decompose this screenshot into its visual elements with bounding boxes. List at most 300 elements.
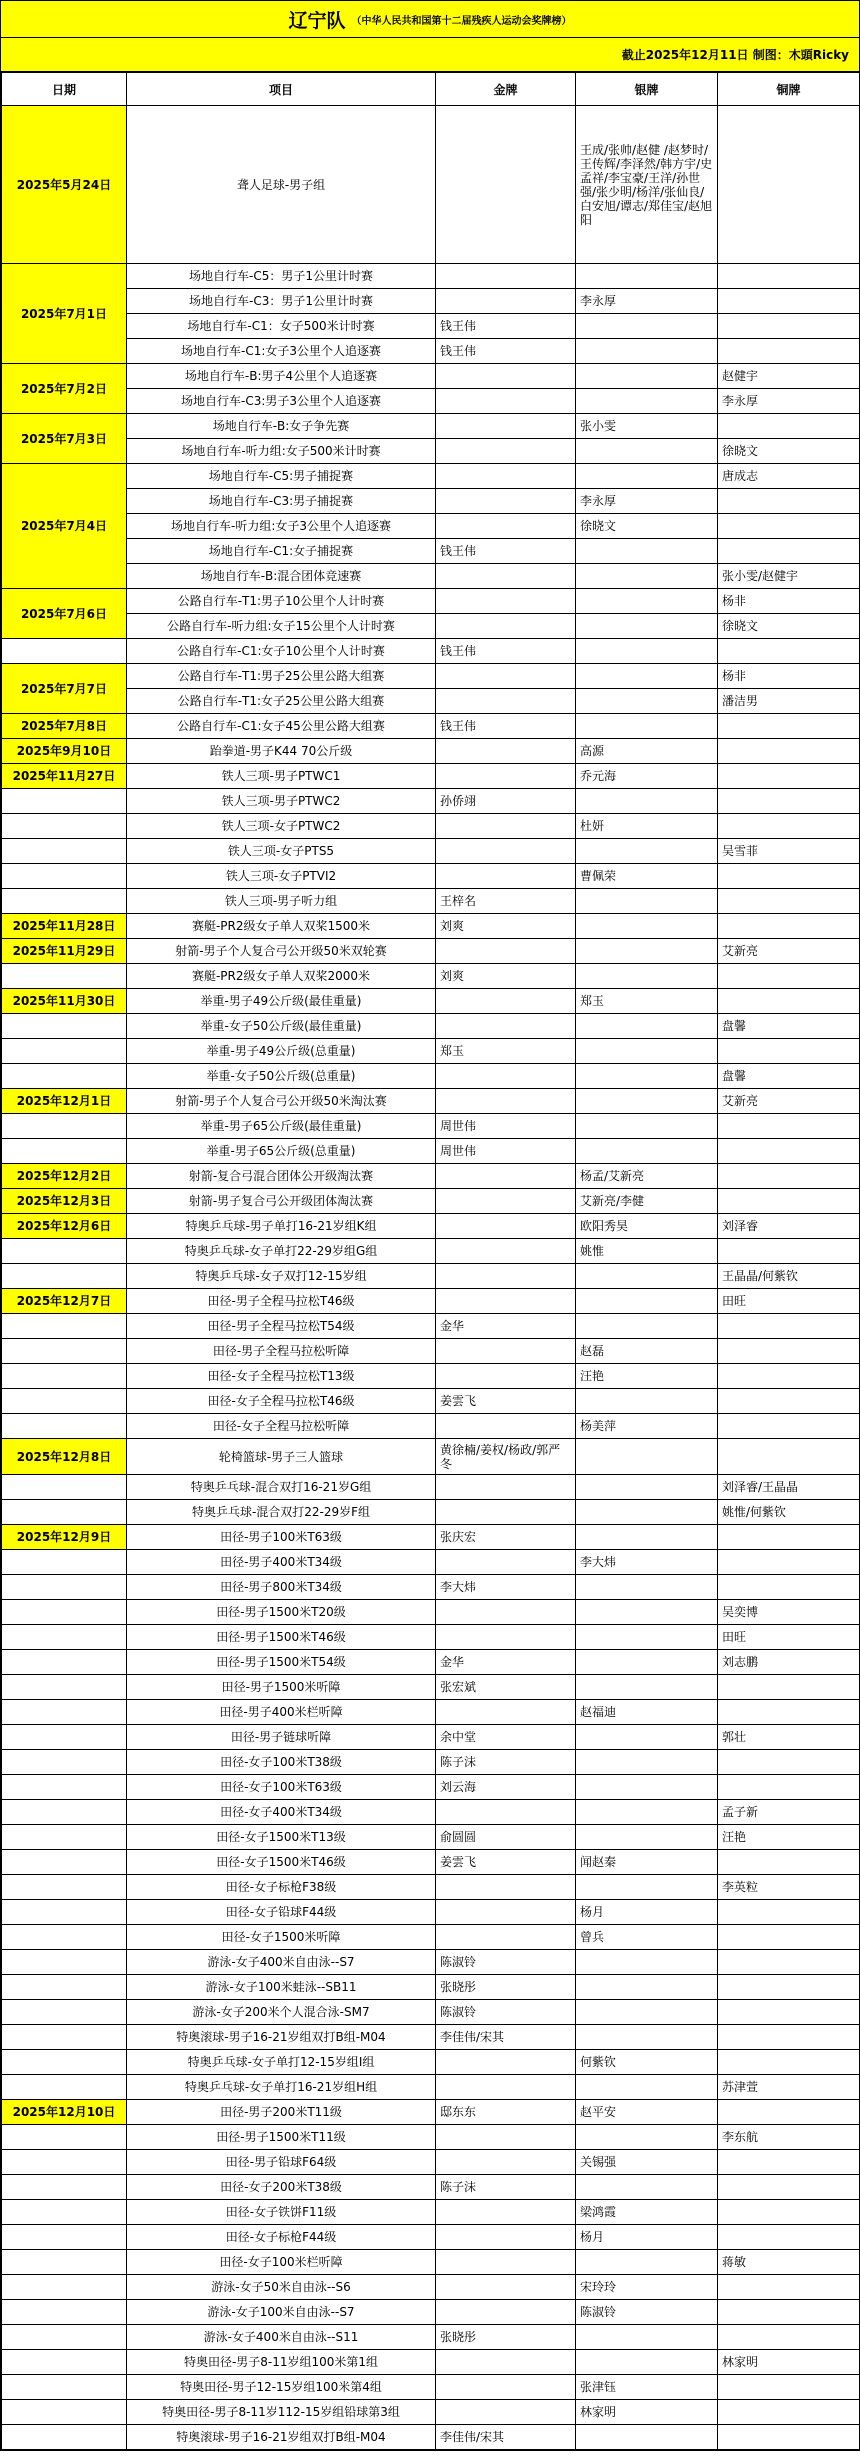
date-cell (2, 1875, 127, 1900)
gold-cell (436, 439, 576, 464)
table-row (2, 2425, 860, 2450)
gold-cell: 邸东东 (436, 2100, 576, 2125)
date-cell: 2025年11月29日 (2, 939, 127, 964)
event-cell: 特奥田径-男子12-15岁组100米第4组 (127, 2375, 436, 2400)
gold-cell (436, 1414, 576, 1439)
bronze-cell (718, 2025, 860, 2050)
bronze-cell: 张小雯/赵健宇 (718, 564, 860, 589)
bronze-cell (718, 2275, 860, 2300)
gold-cell (436, 764, 576, 789)
table-row (2, 439, 860, 464)
silver-cell: 林家明 (576, 2400, 718, 2425)
bronze-cell (718, 764, 860, 789)
bronze-cell: 艾新亮 (718, 1089, 860, 1114)
gold-cell (436, 1014, 576, 1039)
gold-cell: 钱王伟 (436, 539, 576, 564)
silver-cell (576, 314, 718, 339)
silver-cell (576, 1625, 718, 1650)
event-cell: 田径-女子铅球F44级 (127, 1900, 436, 1925)
bronze-cell (718, 339, 860, 364)
gold-cell: 俞圆圆 (436, 1825, 576, 1850)
table-row (2, 989, 860, 1014)
event-cell: 举重-男子65公斤级(总重量) (127, 1139, 436, 1164)
gold-cell (436, 1064, 576, 1089)
silver-cell (576, 939, 718, 964)
bronze-cell (718, 639, 860, 664)
gold-cell (436, 1925, 576, 1950)
table-row (2, 789, 860, 814)
event-cell: 特奥滚球-男子16-21岁组双打B组-M04 (127, 2025, 436, 2050)
bronze-cell: 刘志鹏 (718, 1650, 860, 1675)
silver-cell (576, 464, 718, 489)
event-cell: 特奥田径-男子8-11岁组100米第1组 (127, 2350, 436, 2375)
gold-cell (436, 939, 576, 964)
silver-cell (576, 1975, 718, 2000)
silver-cell (576, 2425, 718, 2450)
table-row (2, 664, 860, 689)
event-cell: 公路自行车-听力组:女子15公里个人计时赛 (127, 614, 436, 639)
event-cell: 特奥乒乓球-混合双打16-21岁G组 (127, 1475, 436, 1500)
date-cell: 2025年12月6日 (2, 1214, 127, 1239)
table-row (2, 1475, 860, 1500)
event-cell: 田径-女子100米T63级 (127, 1775, 436, 1800)
table-row (2, 1114, 860, 1139)
silver-cell (576, 714, 718, 739)
silver-cell (576, 1500, 718, 1525)
bronze-cell (718, 714, 860, 739)
table-row (2, 614, 860, 639)
date-cell (2, 1064, 127, 1089)
date-cell: 2025年12月7日 (2, 1289, 127, 1314)
silver-cell: 陈淑铃 (576, 2300, 718, 2325)
event-cell: 场地自行车-C5：男子1公里计时赛 (127, 264, 436, 289)
date-cell: 2025年12月2日 (2, 1164, 127, 1189)
event-cell: 田径-女子全程马拉松T13级 (127, 1364, 436, 1389)
bronze-cell (718, 1239, 860, 1264)
bronze-cell (718, 1925, 860, 1950)
silver-cell: 张津钰 (576, 2375, 718, 2400)
event-cell: 公路自行车-T1:女子25公里公路大组赛 (127, 689, 436, 714)
silver-cell: 杨孟/艾新亮 (576, 1164, 718, 1189)
bronze-cell: 刘泽睿 (718, 1214, 860, 1239)
bronze-cell: 苏津萱 (718, 2075, 860, 2100)
silver-cell (576, 1289, 718, 1314)
table-row (2, 2350, 860, 2375)
silver-cell (576, 2250, 718, 2275)
bronze-cell: 王晶晶/何紫钦 (718, 1264, 860, 1289)
event-cell: 跆拳道-男子K44 70公斤级 (127, 739, 436, 764)
event-cell: 举重-男子49公斤级(最佳重量) (127, 989, 436, 1014)
bronze-cell: 李东航 (718, 2125, 860, 2150)
table-row (2, 1014, 860, 1039)
silver-cell (576, 1139, 718, 1164)
gold-cell: 钱王伟 (436, 714, 576, 739)
event-cell: 场地自行车-C3：男子1公里计时赛 (127, 289, 436, 314)
table-row (2, 2375, 860, 2400)
event-cell: 特奥乒乓球-女子单打22-29岁组G组 (127, 1239, 436, 1264)
date-cell: 2025年12月9日 (2, 1525, 127, 1550)
gold-cell (436, 2350, 576, 2375)
event-cell: 公路自行车-C1:女子45公里公路大组赛 (127, 714, 436, 739)
date-cell: 2025年12月10日 (2, 2100, 127, 2125)
date-cell (2, 1625, 127, 1650)
gold-cell (436, 1900, 576, 1925)
table-row (2, 1825, 860, 1850)
table-row (2, 489, 860, 514)
bronze-cell (718, 1525, 860, 1550)
date-cell (2, 2050, 127, 2075)
event-cell: 田径-男子全程马拉松听障 (127, 1339, 436, 1364)
header-silver: 银牌 (576, 73, 718, 106)
table-row (2, 564, 860, 589)
silver-cell: 李永厚 (576, 289, 718, 314)
event-cell: 场地自行车-C3:男子3公里个人追逐赛 (127, 389, 436, 414)
table-row (2, 1389, 860, 1414)
date-cell (2, 2375, 127, 2400)
table-row (2, 1725, 860, 1750)
gold-cell: 李大炜 (436, 1575, 576, 1600)
bronze-cell: 徐晓文 (718, 614, 860, 639)
silver-cell (576, 964, 718, 989)
table-row (2, 1314, 860, 1339)
gold-cell (436, 2050, 576, 2075)
gold-cell (436, 2225, 576, 2250)
bronze-cell (718, 1039, 860, 1064)
bronze-cell (718, 2050, 860, 2075)
event-cell: 游泳-女子100米自由泳--S7 (127, 2300, 436, 2325)
gold-cell: 陈子沫 (436, 1750, 576, 1775)
bronze-cell (718, 1114, 860, 1139)
gold-cell (436, 389, 576, 414)
date-cell (2, 1600, 127, 1625)
date-cell (2, 2275, 127, 2300)
gold-cell (436, 1089, 576, 1114)
gold-cell (436, 1500, 576, 1525)
silver-cell (576, 689, 718, 714)
cutoff-note: 截止2025年12月11日 制图：木頭Ricky (1, 38, 859, 72)
bronze-cell (718, 2150, 860, 2175)
bronze-cell (718, 2300, 860, 2325)
table-row (2, 1625, 860, 1650)
silver-cell (576, 1800, 718, 1825)
silver-cell (576, 1114, 718, 1139)
event-cell: 铁人三项-女子PTS5 (127, 839, 436, 864)
header-event: 项目 (127, 73, 436, 106)
date-cell (2, 1900, 127, 1925)
bronze-cell (718, 1389, 860, 1414)
gold-cell (436, 1475, 576, 1500)
silver-cell: 闻赵秦 (576, 1850, 718, 1875)
bronze-cell: 郭壮 (718, 1725, 860, 1750)
silver-cell (576, 839, 718, 864)
silver-cell (576, 1825, 718, 1850)
bronze-cell (718, 1439, 860, 1475)
event-cell: 场地自行车-B:男子4公里个人追逐赛 (127, 364, 436, 389)
event-cell: 场地自行车-C5:男子捕捉赛 (127, 464, 436, 489)
event-cell: 举重-男子49公斤级(总重量) (127, 1039, 436, 1064)
silver-cell: 张小雯 (576, 414, 718, 439)
date-cell (2, 2425, 127, 2450)
gold-cell (436, 814, 576, 839)
bronze-cell: 田旺 (718, 1289, 860, 1314)
table-row (2, 414, 860, 439)
silver-cell (576, 389, 718, 414)
bronze-cell: 艾新亮 (718, 939, 860, 964)
table-row (2, 2300, 860, 2325)
gold-cell: 王梓名 (436, 889, 576, 914)
bronze-cell: 吴奕博 (718, 1600, 860, 1625)
gold-cell (436, 514, 576, 539)
event-cell: 场地自行车-C1：女子500米计时赛 (127, 314, 436, 339)
date-cell: 2025年12月1日 (2, 1089, 127, 1114)
table-row (2, 1750, 860, 1775)
gold-cell: 余中堂 (436, 1725, 576, 1750)
event-cell: 赛艇-PR2级女子单人双桨1500米 (127, 914, 436, 939)
event-cell: 田径-女子200米T38级 (127, 2175, 436, 2200)
gold-cell: 钱王伟 (436, 339, 576, 364)
bronze-cell (718, 739, 860, 764)
event-cell: 游泳-女子50米自由泳--S6 (127, 2275, 436, 2300)
event-cell: 铁人三项-男子PTWC2 (127, 789, 436, 814)
event-cell: 聋人足球-男子组 (127, 106, 436, 264)
header-gold: 金牌 (436, 73, 576, 106)
gold-cell: 李佳伟/宋其 (436, 2025, 576, 2050)
event-cell: 田径-女子1500米T13级 (127, 1825, 436, 1850)
date-cell (2, 1414, 127, 1439)
date-cell (2, 2025, 127, 2050)
silver-cell: 王成/张帅/赵健 /赵梦时/王传辉/李泽然/韩方宇/史孟祥/李宝豪/王洋/孙世强/张少明/杨洋/张仙良/白安旭/谭志/郑佳宝/赵旭阳 (576, 106, 718, 264)
date-cell (2, 814, 127, 839)
bronze-cell (718, 889, 860, 914)
bronze-cell: 汪艳 (718, 1825, 860, 1850)
gold-cell: 郑玉 (436, 1039, 576, 1064)
silver-cell (576, 2350, 718, 2375)
gold-cell (436, 2250, 576, 2275)
gold-cell (436, 414, 576, 439)
date-cell (2, 1039, 127, 1064)
bronze-cell (718, 1339, 860, 1364)
bronze-cell (718, 264, 860, 289)
gold-cell (436, 1700, 576, 1725)
bronze-cell (718, 289, 860, 314)
date-cell (2, 1264, 127, 1289)
gold-cell: 金华 (436, 1650, 576, 1675)
silver-cell: 欧阳秀昊 (576, 1214, 718, 1239)
gold-cell: 张晓彤 (436, 2325, 576, 2350)
table-row (2, 914, 860, 939)
date-cell (2, 1500, 127, 1525)
table-row (2, 1525, 860, 1550)
date-cell (2, 2400, 127, 2425)
bronze-cell: 田旺 (718, 1625, 860, 1650)
silver-cell (576, 1064, 718, 1089)
table-row (2, 1239, 860, 1264)
silver-cell (576, 1039, 718, 1064)
date-cell: 2025年7月4日 (2, 464, 127, 589)
bronze-cell (718, 514, 860, 539)
table-row (2, 1875, 860, 1900)
date-cell (2, 1700, 127, 1725)
silver-cell (576, 1600, 718, 1625)
bronze-cell (718, 1314, 860, 1339)
silver-cell: 李大炜 (576, 1550, 718, 1575)
bronze-cell (718, 2200, 860, 2225)
event-cell: 田径-女子全程马拉松听障 (127, 1414, 436, 1439)
silver-cell: 赵磊 (576, 1339, 718, 1364)
silver-cell: 杨月 (576, 2225, 718, 2250)
silver-cell (576, 1950, 718, 1975)
event-cell: 田径-男子200米T11级 (127, 2100, 436, 2125)
event-cell: 射箭-男子复合弓公开级团体淘汰赛 (127, 1189, 436, 1214)
bronze-cell (718, 1675, 860, 1700)
gold-cell (436, 2125, 576, 2150)
table-row (2, 364, 860, 389)
table-row (2, 2125, 860, 2150)
silver-cell: 徐晓文 (576, 514, 718, 539)
table-row (2, 1800, 860, 1825)
gold-cell (436, 1189, 576, 1214)
gold-cell (436, 1875, 576, 1900)
event-cell: 举重-女子50公斤级(最佳重量) (127, 1014, 436, 1039)
title-row (1, 1, 859, 38)
bronze-cell: 刘泽睿/王晶晶 (718, 1475, 860, 1500)
silver-cell (576, 1525, 718, 1550)
bronze-cell (718, 2325, 860, 2350)
table-row (2, 889, 860, 914)
silver-cell: 宋玲玲 (576, 2275, 718, 2300)
bronze-cell (718, 964, 860, 989)
gold-cell (436, 989, 576, 1014)
table-row (2, 1600, 860, 1625)
event-cell: 田径-男子1500米T46级 (127, 1625, 436, 1650)
gold-cell: 张庆宏 (436, 1525, 576, 1550)
table-row (2, 389, 860, 414)
gold-cell (436, 1239, 576, 1264)
gold-cell (436, 1800, 576, 1825)
bronze-cell: 赵健宇 (718, 364, 860, 389)
table-row (2, 2075, 860, 2100)
event-cell: 田径-男子1500米T20级 (127, 1600, 436, 1625)
event-cell: 特奥乒乓球-女子单打12-15岁组I组 (127, 2050, 436, 2075)
table-row (2, 339, 860, 364)
date-cell (2, 1975, 127, 2000)
date-cell (2, 1239, 127, 1264)
table-row (2, 1089, 860, 1114)
table-row (2, 2250, 860, 2275)
silver-cell (576, 1439, 718, 1475)
gold-cell (436, 2150, 576, 2175)
table-row (2, 1414, 860, 1439)
table-row (2, 2150, 860, 2175)
date-cell: 2025年7月2日 (2, 364, 127, 414)
event-cell: 特奥田径-男子8-11岁112-15岁组铅球第3组 (127, 2400, 436, 2425)
silver-cell (576, 789, 718, 814)
bronze-cell: 徐晓文 (718, 439, 860, 464)
gold-cell (436, 564, 576, 589)
date-cell (2, 1925, 127, 1950)
header-row (2, 73, 860, 106)
bronze-cell: 杨非 (718, 664, 860, 689)
event-cell: 田径-女子标枪F44级 (127, 2225, 436, 2250)
date-cell: 2025年7月3日 (2, 414, 127, 464)
event-cell: 射箭-复合弓混合团体公开级淘汰赛 (127, 1164, 436, 1189)
silver-cell (576, 1725, 718, 1750)
bronze-cell: 杨非 (718, 589, 860, 614)
table-row (2, 2025, 860, 2050)
bronze-cell: 蒋敏 (718, 2250, 860, 2275)
silver-cell: 何紫钦 (576, 2050, 718, 2075)
page-subtitle: （中华人民共和国第十二届残疾人运动会奖牌榜） (351, 15, 572, 27)
silver-cell (576, 639, 718, 664)
event-cell: 田径-男子100米T63级 (127, 1525, 436, 1550)
event-cell: 特奥滚球-男子16-21岁组双打B组-M04 (127, 2425, 436, 2450)
event-cell: 公路自行车-T1:男子25公里公路大组赛 (127, 664, 436, 689)
date-cell (2, 2225, 127, 2250)
event-cell: 公路自行车-T1:男子10公里个人计时赛 (127, 589, 436, 614)
date-cell: 2025年7月1日 (2, 264, 127, 364)
table-row (2, 2400, 860, 2425)
date-cell: 2025年11月28日 (2, 914, 127, 939)
bronze-cell (718, 314, 860, 339)
bronze-cell (718, 1575, 860, 1600)
bronze-cell (718, 2225, 860, 2250)
gold-cell (436, 264, 576, 289)
gold-cell (436, 1625, 576, 1650)
date-cell (2, 1389, 127, 1414)
silver-cell (576, 589, 718, 614)
gold-cell: 陈淑铃 (436, 2000, 576, 2025)
table-row (2, 1675, 860, 1700)
silver-cell (576, 2175, 718, 2200)
event-cell: 特奥乒乓球-混合双打22-29岁F组 (127, 1500, 436, 1525)
header-bronze: 铜牌 (718, 73, 860, 106)
table-row (2, 1164, 860, 1189)
gold-cell (436, 2375, 576, 2400)
date-cell (2, 1675, 127, 1700)
table-row (2, 964, 860, 989)
event-cell: 田径-男子400米栏听障 (127, 1700, 436, 1725)
bronze-cell (718, 1850, 860, 1875)
table-row (2, 1650, 860, 1675)
table-row (2, 714, 860, 739)
table-row (2, 1364, 860, 1389)
event-cell: 田径-女子100米T38级 (127, 1750, 436, 1775)
bronze-cell: 李英粒 (718, 1875, 860, 1900)
table-row (2, 639, 860, 664)
date-cell (2, 1139, 127, 1164)
event-cell: 田径-男子链球听障 (127, 1725, 436, 1750)
table-row (2, 1339, 860, 1364)
silver-cell (576, 1750, 718, 1775)
gold-cell: 钱王伟 (436, 639, 576, 664)
gold-cell (436, 2075, 576, 2100)
table-row (2, 1214, 860, 1239)
bronze-cell: 林家明 (718, 2350, 860, 2375)
silver-cell (576, 1475, 718, 1500)
date-cell (2, 2350, 127, 2375)
bronze-cell (718, 2375, 860, 2400)
table-row (2, 764, 860, 789)
table-row (2, 814, 860, 839)
date-cell: 2025年7月6日 (2, 589, 127, 639)
bronze-cell (718, 1414, 860, 1439)
date-cell: 2025年7月8日 (2, 714, 127, 739)
event-cell: 田径-女子标枪F38级 (127, 1875, 436, 1900)
gold-cell: 刘云海 (436, 1775, 576, 1800)
event-cell: 田径-男子1500米T54级 (127, 1650, 436, 1675)
gold-cell: 黄徐楠/姜权/杨政/郭严冬 (436, 1439, 576, 1475)
event-cell: 赛艇-PR2级女子单人双桨2000米 (127, 964, 436, 989)
